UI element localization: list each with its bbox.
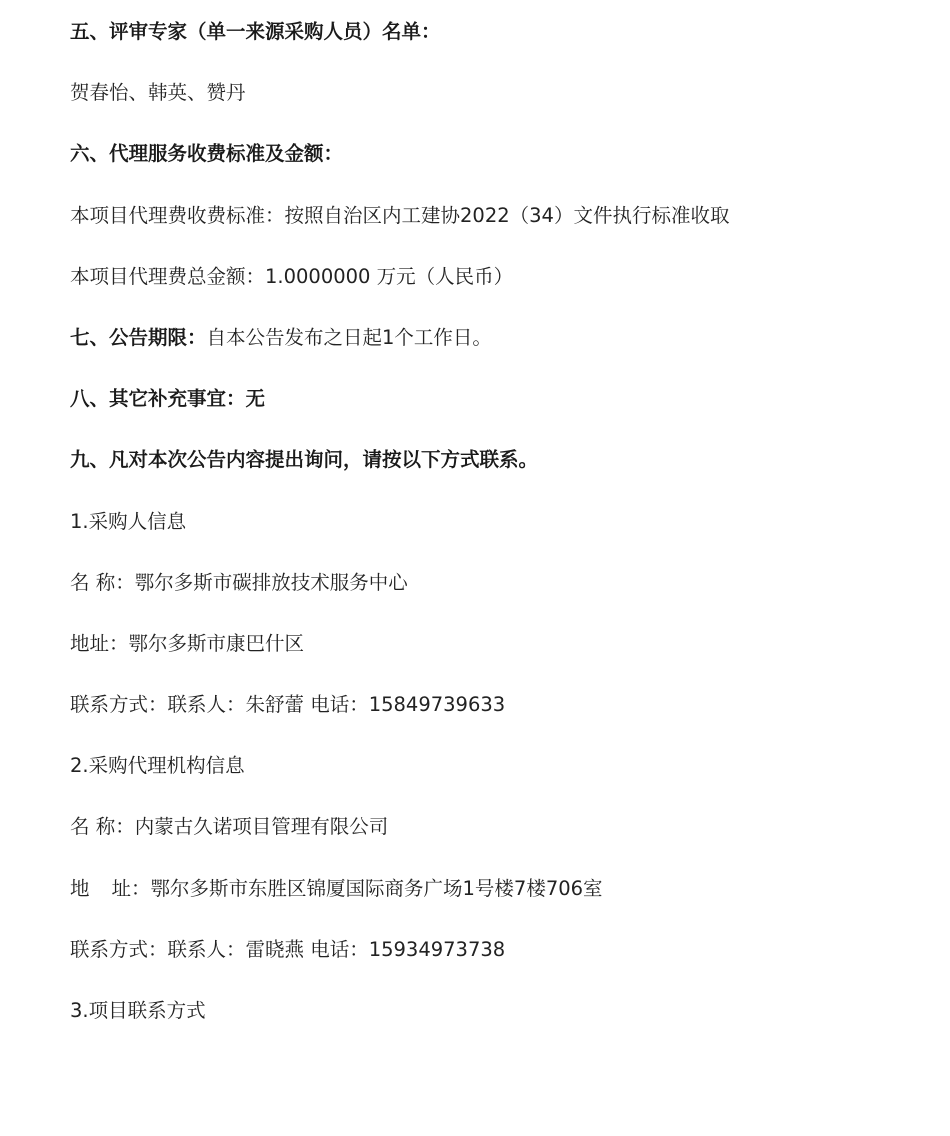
agency-address (70, 875, 930, 936)
purchaser-name: 名 称：鄂尔多斯市碳排放技术服务中心 (70, 570, 408, 594)
purchaser-info-title: 1.采购人信息 (70, 509, 187, 533)
expert-names: 贺春怡、韩英、赞丹 (70, 81, 246, 105)
purchaser-address: 地址：鄂尔多斯市康巴什区 (70, 631, 305, 655)
purchaser-contact: 联系方式：联系人：朱舒蕾 电话：15849739633 (70, 693, 506, 717)
agency-address-rest: 址：鄂尔多斯市东胜区锦厦国际商务广场1号楼7楼706室 (111, 876, 603, 900)
agency-address-label: 地 (70, 876, 90, 900)
section-6-heading: 六、代理服务收费标准及金额： (70, 142, 344, 166)
project-contact-title: 3.项目联系方式 (70, 999, 206, 1022)
section-5-heading: 五、评审专家（单一来源采购人员）名单： (70, 20, 441, 43)
section-9-heading: 九、凡对本次公告内容提出询问，请按以下方式联系。 (70, 448, 539, 472)
section-7-text: 自本公告发布之日起1个工作日。 (206, 325, 492, 349)
section-7-label: 七、公告期限： (70, 325, 207, 349)
agency-info-title: 2.采购代理机构信息 (70, 754, 245, 778)
section-8-heading: 八、其它补充事宜：无 (70, 387, 266, 411)
agency-fee-amount: 本项目代理费总金额：1.0000000 万元（人民币） (70, 264, 514, 288)
agency-contact: 联系方式：联系人：雷晓燕 电话：15934973738 (70, 937, 506, 961)
announcement-document (70, 18, 930, 1058)
section-7-announcement-period (70, 324, 930, 385)
agency-name: 名 称：内蒙古久诺项目管理有限公司 (70, 815, 389, 839)
agency-fee-standard: 本项目代理费收费标准：按照自治区内工建协2022（34）文件执行标准收取 (70, 203, 730, 227)
